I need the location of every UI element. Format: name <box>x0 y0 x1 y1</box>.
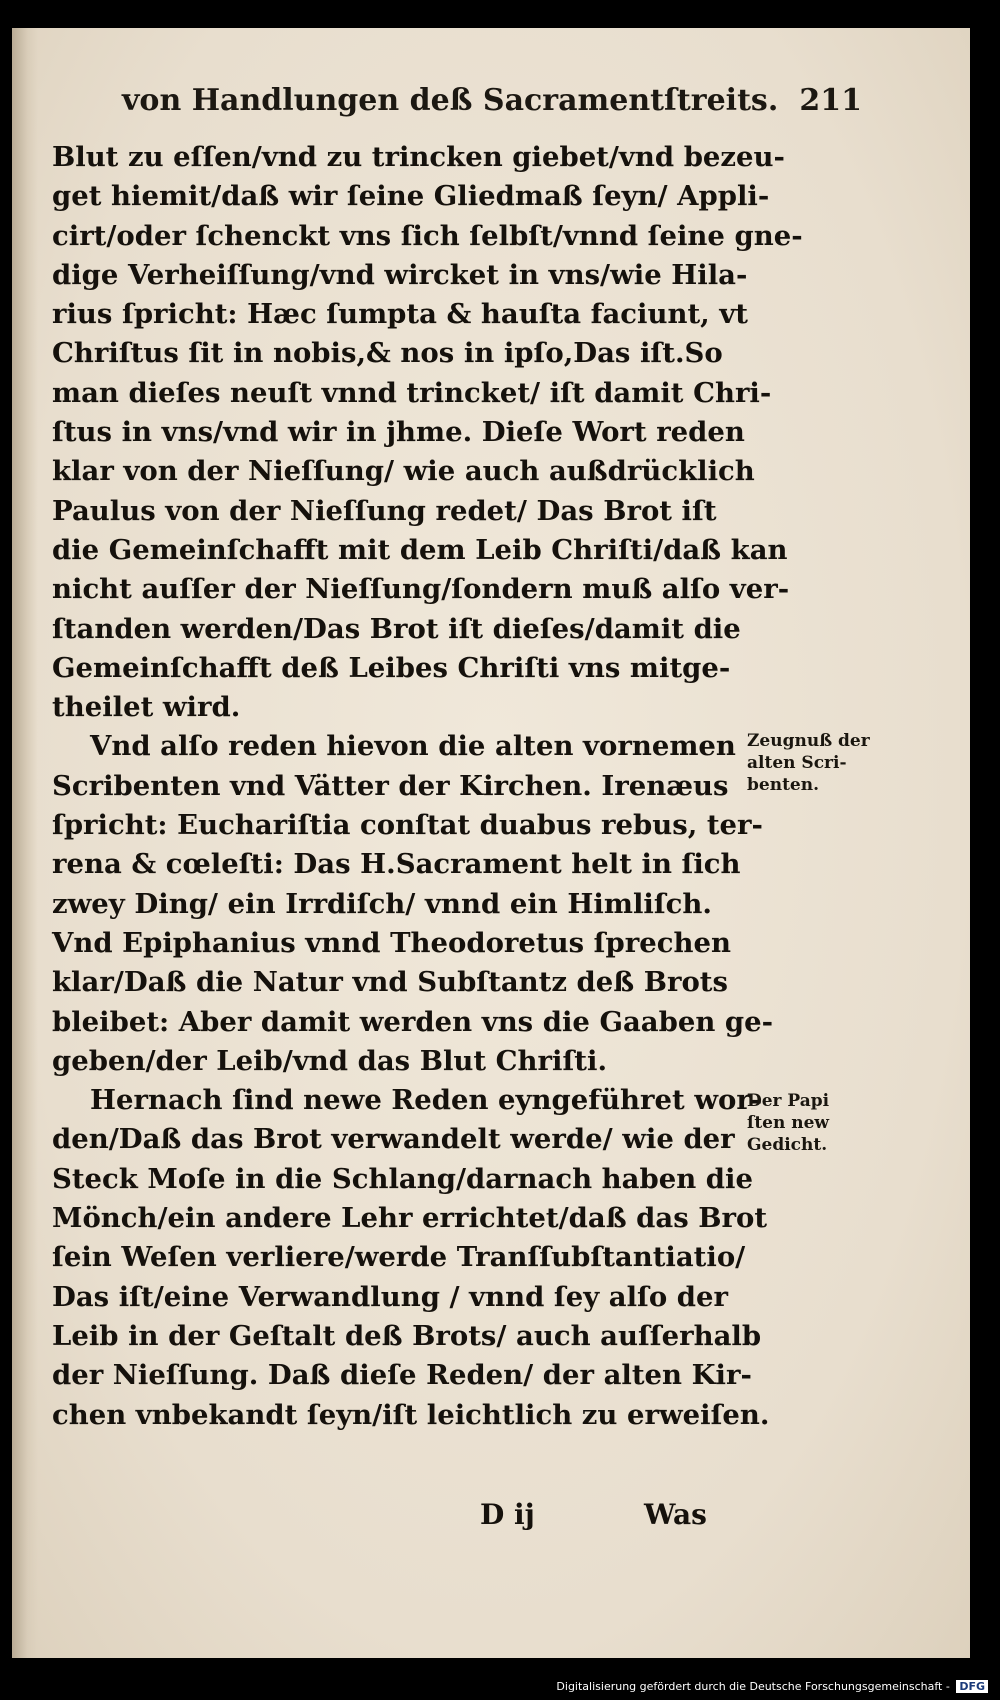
text-line: Mönch/ein andere Lehr errichtet/daß das Brot <box>52 1202 768 1235</box>
text-line: Blut zu eſſen/vnd zu trincken giebet/vnd bezeu- <box>52 141 785 173</box>
text-line: Paulus von der Nieſſung redet/ Das Brot iſt <box>52 494 717 527</box>
text-line: der Nieſſung. Daß dieſe Reden/ der alten Kir- <box>52 1359 752 1392</box>
margin-note-papist <box>747 1090 887 1156</box>
margin-note-line: alten Scri- <box>747 753 847 773</box>
text-line: ſpricht: Euchariſtia conſtat duabus rebus, ter- <box>52 809 763 842</box>
digitization-credit <box>556 1680 988 1693</box>
text-line: den/Daß das Brot verwandelt werde/ wie der <box>52 1123 735 1156</box>
running-title: von Handlungen deß Sacramentſtreits. <box>122 83 779 118</box>
margin-note-line: ſten new <box>747 1113 830 1133</box>
text-line: geben/der Leib/vnd das Blut Chriſti. <box>52 1044 608 1077</box>
margin-note-line: Der Papi <box>747 1091 830 1111</box>
text-line: cirt/oder ſchenckt vns ſich ſelbſt/vnnd ſeine gne- <box>52 219 803 252</box>
text-line: chen vnbekandt ſeyn/iſt leichtlich zu erweiſen. <box>52 1398 770 1431</box>
text-line: get hiemit/daß wir ſeine Gliedmaß ſeyn/ Appli- <box>52 180 770 213</box>
text-line: ſtus in vns/vnd wir in jhme. Dieſe Wort reden <box>52 416 745 449</box>
text-line: Scribenten vnd Vätter der Kirchen. Irenæus <box>52 769 729 802</box>
text-line: Hernach ſind newe Reden eyngeführet wor- <box>90 1084 763 1117</box>
text-line: rena & cœleſti: Das H.Sacrament helt in ſich <box>52 848 741 881</box>
text-line: Leib in der Geſtalt deß Brots/ auch auſſerhalb <box>52 1319 762 1352</box>
text-line: klar/Daß die Natur vnd Subſtantz deß Brots <box>52 966 728 999</box>
margin-note-witness <box>747 730 887 796</box>
dfg-logo: DFG <box>956 1680 988 1693</box>
signature-mark: D ij <box>480 1498 535 1531</box>
book-page <box>12 28 970 1658</box>
text-line: Vnd Epiphanius vnnd Theodoretus ſprechen <box>52 926 731 959</box>
credit-text: Digitalisierung gefördert durch die Deutsche Forschungsgemeinschaft - <box>556 1680 950 1693</box>
text-line: Steck Moſe in die Schlang/darnach haben die <box>52 1162 753 1195</box>
text-line: ſtanden werden/Das Brot iſt dieſes/damit die <box>52 612 741 645</box>
text-line: Vnd alſo reden hievon die alten vornemen <box>90 730 736 763</box>
text-line: man dieſes neuſt vnnd trincket/ iſt damit Chri- <box>52 376 772 409</box>
text-line: Gemeinſchafft deß Leibes Chriſti vns mitge- <box>52 651 731 684</box>
text-line: klar von der Nieſſung/ wie auch außdrücklich <box>52 455 755 488</box>
text-line: ſein Weſen verliere/werde Tranſſubſtantiatio/ <box>52 1241 746 1274</box>
page-header <box>122 83 862 133</box>
text-line: nicht auſſer der Nieſſung/ſondern muß alſo ver- <box>52 573 790 606</box>
text-line: zwey Ding/ ein Irrdiſch/ vnnd ein Himliſch. <box>52 887 712 920</box>
page-gutter-shadow <box>12 28 38 1658</box>
text-line: dige Verheiſſung/vnd wircket in vns/wie Hila- <box>52 258 748 291</box>
text-line: Das iſt/eine Verwandlung / vnnd ſey alſo der <box>52 1280 728 1313</box>
text-line: Chriſtus ſit in nobis,& nos in ipſo,Das iſt.So <box>52 337 723 370</box>
margin-note-line: benten. <box>747 775 820 795</box>
text-line: bleibet: Aber damit werden vns die Gaaben ge- <box>52 1005 774 1038</box>
margin-note-line: Gedicht. <box>747 1135 828 1155</box>
margin-note-line: Zeugnuß der <box>747 731 870 751</box>
text-line: theilet wird. <box>52 691 241 724</box>
text-line: die Gemeinſchafft mit dem Leib Chriſti/daß kan <box>52 533 788 566</box>
text-line: rius ſpricht: Hæc ſumpta & hauſta faciunt, vt <box>52 298 748 331</box>
catchword: Was <box>644 1498 707 1531</box>
page-number: 211 <box>799 83 862 118</box>
